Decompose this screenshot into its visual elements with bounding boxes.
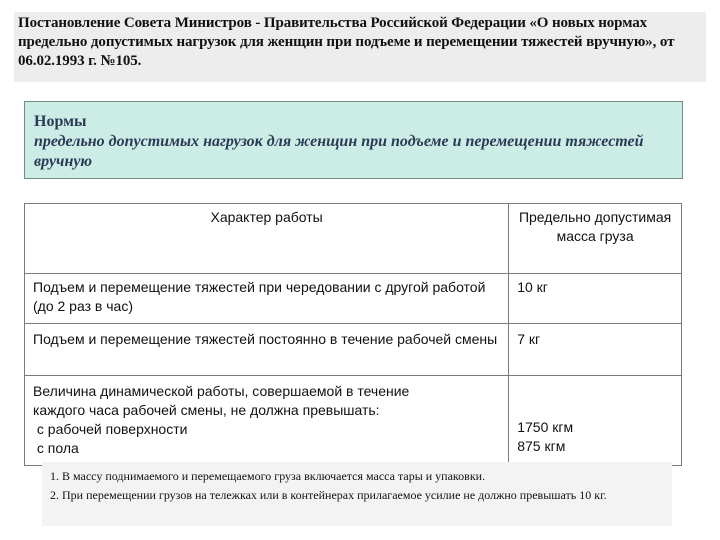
row-work-dynamic <box>25 376 509 466</box>
norms-heading-box <box>24 101 683 179</box>
norms-table <box>24 203 682 466</box>
row-value-dynamic <box>509 376 682 466</box>
row-work-constant: Подъем и перемещение тяжестей постоянно в течение рабочей смены <box>25 324 509 376</box>
header-max-weight: Предельно допустимая масса груза <box>509 204 682 274</box>
row-value-alternating: 10 кг <box>509 274 682 324</box>
footnote-2: 2. При перемещении грузов на тележках или в контейнерах прилагаемое усилие не должно превышать 10 кг. <box>50 488 607 502</box>
row-value-constant: 7 кг <box>509 324 682 376</box>
dynamic-work-line1: Величина динамической работы, совершаемой в течение <box>33 383 410 399</box>
table-row <box>25 376 682 466</box>
footnotes-box <box>42 462 672 526</box>
table-row <box>25 274 682 324</box>
table-header-row <box>25 204 682 274</box>
norms-heading-line2: предельно допустимых нагрузок для женщин при подъеме и перемещении тяжестей вручную <box>34 133 644 170</box>
header-work-type: Характер работы <box>25 204 509 274</box>
dynamic-work-surface: с рабочей поверхности <box>33 421 188 437</box>
value-floor: 875 кгм <box>517 438 566 454</box>
dynamic-work-floor: с пола <box>33 440 79 456</box>
value-surface: 1750 кгм <box>517 419 574 435</box>
document-header <box>14 12 706 82</box>
row-work-alternating: Подъем и перемещение тяжестей при чередовании с другой работой (до 2 раз в час) <box>25 274 509 324</box>
footnote-1: 1. В массу поднимаемого и перемещаемого груза включается масса тары и упаковки. <box>50 469 486 483</box>
norms-heading-line1: Нормы <box>34 113 87 130</box>
table-row <box>25 324 682 376</box>
document-title: Постановление Совета Министров - Правительства Российской Федерации «О новых нормах предельно допустимых нагрузок для женщин при подъеме и перемещении тяжестей вручную», от 06.02.1993 г. №105. <box>18 15 675 69</box>
dynamic-work-line2: каждого часа рабочей смены, не должна превышать: <box>33 402 380 418</box>
